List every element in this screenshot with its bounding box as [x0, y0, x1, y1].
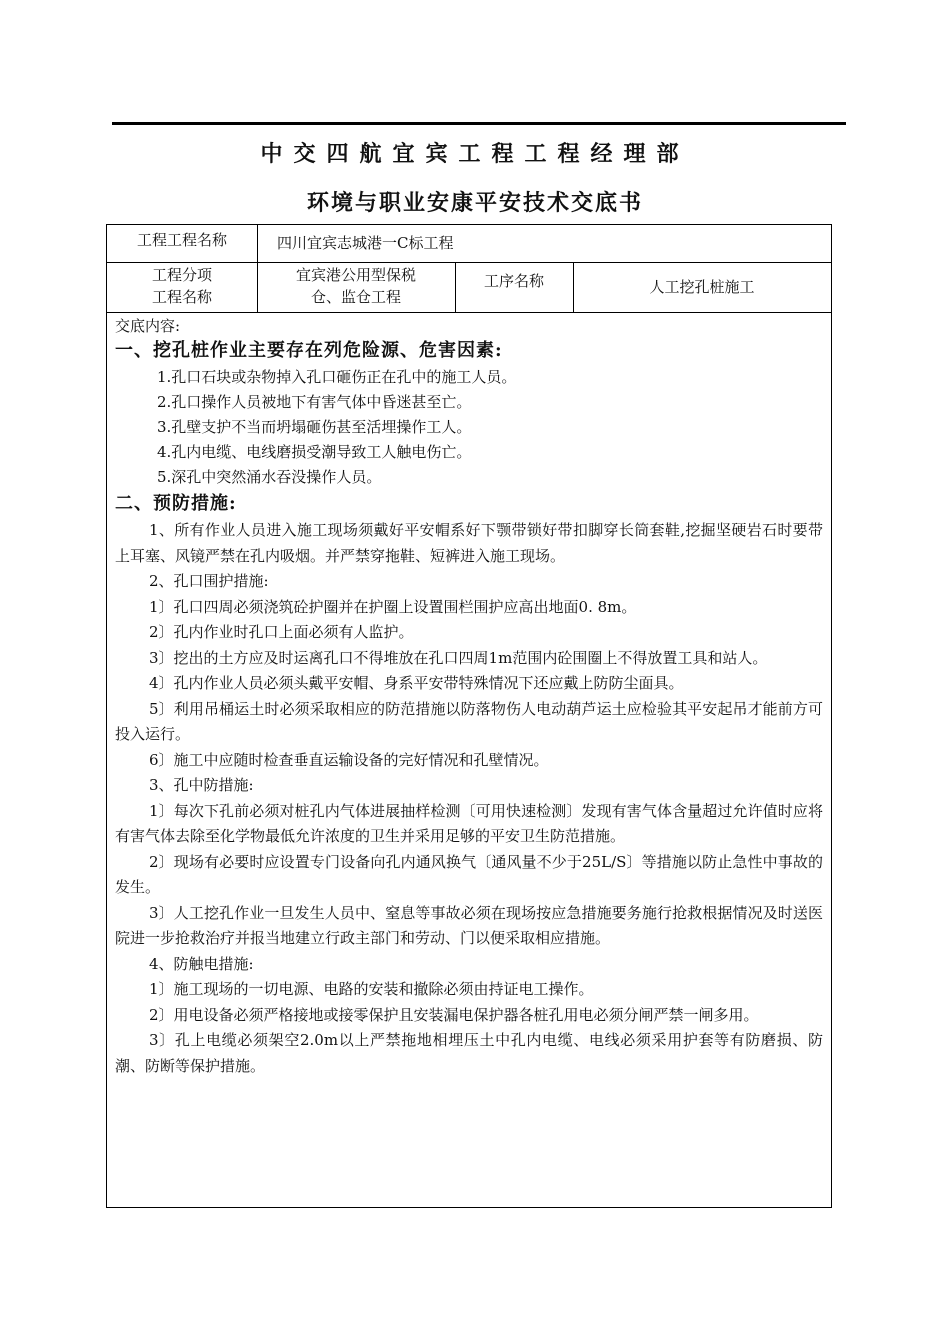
content-label: 交底内容: — [115, 317, 181, 335]
cell-divider — [257, 225, 258, 262]
measure-item: 5〕利用吊桶运土时必须采取相应的防范措施以防落物伤人电动葫芦运土应检验其平安起吊才能前方可投入运行。 — [115, 699, 823, 743]
measure-item: 1〕孔口四周必须浇筑砼护圈并在护圈上设置围栏围护应高出地面0. 8m。 — [149, 597, 637, 616]
measure-item: 3〕孔上电缆必须架空2.0m以上严禁拖地相埋压土中孔内电缆、电线必须采用护套等有防磨损、防潮、防断等保护措施。 — [115, 1031, 823, 1075]
header-rule — [112, 122, 846, 125]
process-name-value: 人工挖孔桩施工 — [649, 278, 755, 296]
section-heading-measures: 二、预防措施: — [115, 493, 237, 514]
measure-item: 3〕人工挖孔作业一旦发生人员中、窒息等事故必须在现场按应急措施要务施行抢救根据情况及时送医院进一步抢救治疗并报当地建立行政主部门和劳动、门以便采取相应措施。 — [115, 903, 823, 947]
project-name-value: 四川宜宾志城港一C标工程 — [277, 234, 454, 252]
measure-item: 2〕孔内作业时孔口上面必须有人监护。 — [149, 623, 414, 641]
project-name-row — [107, 225, 831, 263]
hazard-item: 3.孔壁支护不当而坍塌砸伤甚至活埋操作工人。 — [157, 418, 472, 436]
disclosure-content — [107, 313, 831, 1207]
hazard-item: 5.深孔中突然涌水吞没操作人员。 — [157, 468, 382, 486]
hazard-item: 1.孔口石块或杂物掉入孔口砸伤正在孔中的施工人员。 — [157, 368, 517, 386]
measure-item: 6〕施工中应随时检查垂直运输设备的完好情况和孔壁情况。 — [149, 750, 549, 769]
measure-item: 2〕用电设备必须严格接地或接零保护且安装漏电保护器各桩孔用电必须分闸严禁一闸多用。 — [149, 1005, 759, 1024]
project-name-label: 工程工程名称 — [136, 231, 227, 249]
sub-project-row — [107, 262, 831, 313]
disclosure-table — [106, 224, 832, 1208]
sub-project-label: 工程分项 工程名称 — [151, 266, 212, 306]
measure-item: 3〕挖出的土方应及时运离孔口不得堆放在孔口四周1m范围内砼围圈上不得放置工具和站人。 — [149, 648, 768, 667]
process-name-label: 工序名称 — [483, 272, 544, 290]
measure-item: 2〕现场有必要时应设置专门设备向孔内通风换气〔通风量不少于25L/S〕等措施以防止急性中事故的发生。 — [115, 852, 823, 896]
sub-project-value: 宜宾港公用型保税 仓、监仓工程 — [295, 266, 416, 306]
measure-heading: 3、孔中防措施: — [149, 776, 254, 794]
measure-item: 4〕孔内作业人员必须头戴平安帽、身系平安带特殊情况下还应戴上防防尘面具。 — [149, 674, 684, 692]
measure-item: 1、所有作业人员进入施工现场须戴好平安帽系好下颚带锁好带扣脚穿长筒套鞋,挖掘坚硬岩石时要带上耳塞、风镜严禁在孔内吸烟。并严禁穿拖鞋、短裤进入施工现场。 — [115, 521, 823, 565]
hazard-item: 4.孔内电缆、电线磨损受潮导致工人触电伤亡。 — [157, 443, 472, 461]
document-title: 环境与职业安康平安技术交底书 — [306, 190, 643, 216]
measure-item: 1〕施工现场的一切电源、电路的安装和撤除必须由持证电工操作。 — [149, 980, 594, 998]
measure-item: 1〕每次下孔前必须对桩孔内气体进展抽样检测〔可用快速检测〕发现有害气体含量超过允许值时应将有害气体去除至化学物最低允许浓度的卫生并采用足够的平安卫生防范措施。 — [115, 801, 823, 845]
document-title-organization: 中交四航宜宾工程工程经理部 — [260, 141, 690, 167]
measure-heading: 4、防触电措施: — [149, 954, 254, 973]
measure-heading: 2、孔口围护措施: — [149, 572, 269, 590]
section-heading-hazards: 一、挖孔桩作业主要存在列危险源、危害因素: — [115, 340, 503, 361]
hazard-item: 2.孔口操作人员被地下有害气体中昏迷甚至亡。 — [157, 393, 472, 411]
